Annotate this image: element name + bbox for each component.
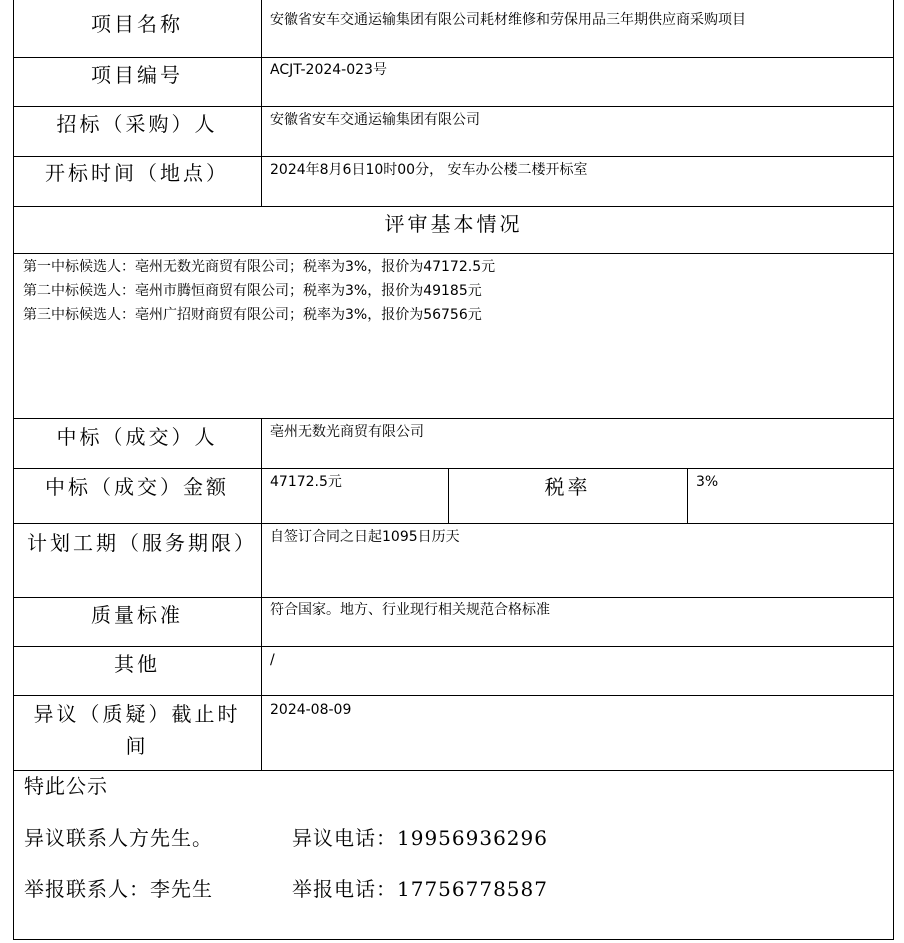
tax-value: 3% (696, 474, 719, 490)
report-phone: 17756778587 (397, 877, 548, 901)
amount-value: 47172.5元 (270, 474, 342, 490)
candidate-item: 第二中标候选人：亳州市腾恒商贸有限公司；税率为3%，报价为49185元 (23, 283, 482, 299)
period-label: 计划工期（服务期限） (27, 531, 257, 555)
purchaser-label: 招标（采购）人 (56, 112, 218, 136)
border-left (13, 0, 14, 940)
amount-label: 中标（成交）金额 (45, 475, 229, 499)
project-name-label: 项目名称 (91, 12, 183, 36)
other-value: / (270, 652, 275, 668)
other-label: 其他 (114, 652, 160, 676)
row-divider (13, 695, 894, 696)
row-divider (13, 523, 894, 524)
col-divider (687, 468, 688, 523)
candidate-item: 第一中标候选人：亳州无数光商贸有限公司；税率为3%，报价为47172.5元 (23, 259, 496, 275)
objection-contact: 异议联系人方先生。 (24, 826, 213, 850)
objection-phone: 19956936296 (397, 826, 548, 850)
project-name-value: 安徽省安车交通运输集团有限公司耗材维修和劳保用品三年期供应商采购项目 (270, 12, 746, 28)
winner-value: 亳州无数光商贸有限公司 (270, 424, 424, 440)
opening-value: 2024年8月6日10时00分， 安车办公楼二楼开标室 (270, 162, 588, 178)
row-divider (13, 597, 894, 598)
objection-phone-label: 异议电话： (292, 826, 397, 850)
col-divider (261, 0, 262, 206)
project-number-label: 项目编号 (91, 63, 183, 87)
border-right (893, 0, 894, 940)
row-divider (13, 468, 894, 469)
objection-deadline-label: 异议（质疑）截止时间 (33, 702, 241, 758)
row-divider (13, 106, 894, 107)
opening-label: 开标时间（地点） (45, 161, 229, 185)
report-contact: 举报联系人：李先生 (24, 877, 213, 901)
objection-deadline-value: 2024-08-09 (270, 702, 352, 718)
tax-label: 税率 (544, 475, 591, 499)
quality-label: 质量标准 (91, 603, 183, 627)
col-divider (261, 418, 262, 770)
report-phone-label: 举报电话： (292, 877, 397, 901)
row-divider (13, 646, 894, 647)
quality-value: 符合国家。地方、行业现行相关规范合格标准 (270, 602, 550, 618)
purchaser-value: 安徽省安车交通运输集团有限公司 (270, 112, 480, 128)
row-divider (13, 206, 894, 207)
objection-phone-line (292, 824, 548, 852)
winner-label: 中标（成交）人 (56, 425, 218, 449)
border-bottom (13, 939, 894, 940)
row-divider (13, 418, 894, 419)
candidate-list (13, 254, 894, 418)
notice-title: 特此公示 (24, 774, 108, 798)
report-phone-line (292, 875, 548, 903)
period-value: 自签订合同之日起1095日历天 (270, 529, 460, 545)
candidate-item: 第三中标候选人：亳州广招财商贸有限公司；税率为3%，报价为56756元 (23, 307, 482, 323)
project-number-value: ACJT-2024-023号 (270, 62, 387, 78)
row-divider (13, 770, 894, 771)
review-heading: 评审基本情况 (384, 212, 523, 236)
announcement-table (13, 0, 894, 940)
row-divider (13, 57, 894, 58)
